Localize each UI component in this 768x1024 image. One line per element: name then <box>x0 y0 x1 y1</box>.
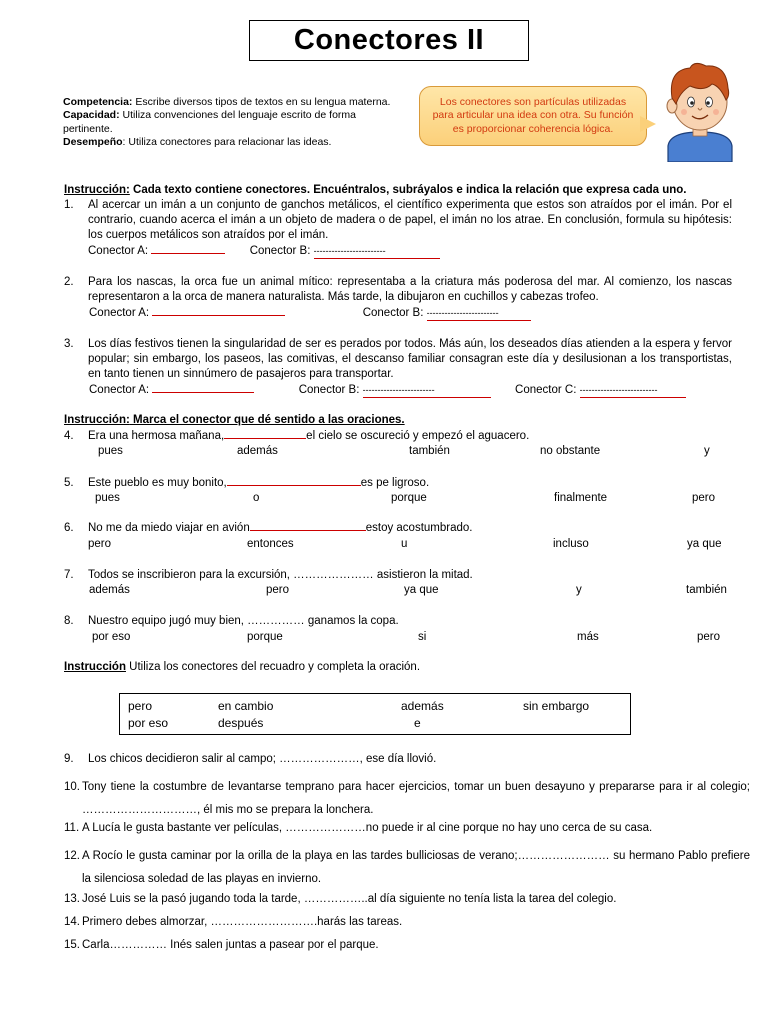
option[interactable]: ya que <box>687 538 722 550</box>
capacidad-text: Utiliza convenciones del lenguaje escrito de forma pertinente. <box>63 109 356 135</box>
option[interactable]: también <box>686 584 727 596</box>
item-number: 15. <box>64 939 80 951</box>
connector-b-label: Conector B: <box>298 384 360 396</box>
option[interactable]: por eso <box>92 631 131 643</box>
sentence-end: ganamos la copa. <box>304 615 399 627</box>
desempeno-text: : Utiliza conectores para relacionar las ideas. <box>122 136 332 149</box>
item-number: 6. <box>64 522 74 534</box>
option[interactable]: pero <box>266 584 290 596</box>
list-item-9 <box>64 752 750 767</box>
options-row-6 <box>0 537 768 553</box>
item-text: Al acercar un imán a un conjunto de ganchos metálicos, el científico experimenta que estos son atraídos por el imán. Por el contrario, cuando acerca el imán a un objeto de madera o de papel, el imán no los atrae. En conclusión, formula su hipótesis: los cuerpos metálicos son atraídos por el imán. <box>88 199 732 242</box>
box-word: por eso <box>128 716 169 730</box>
list-item-2 <box>64 275 732 305</box>
connector-row-1 <box>88 244 440 259</box>
list-item-15 <box>64 938 750 953</box>
section1-text: Cada texto contiene conectores. Encuéntralos, subráyalos e indica la relación que expresa cada uno. <box>129 184 687 196</box>
item-text: Los chicos decidieron salir al campo; …………………, ese día llovió. <box>88 753 437 765</box>
sentence-end: estoy acostumbrado. <box>365 522 473 534</box>
item-number: 8. <box>64 615 74 627</box>
connector-b-blank[interactable]: ------------------------ <box>314 246 440 259</box>
options-row-8 <box>0 630 768 646</box>
section1-instruction <box>64 183 744 198</box>
item-number: 14. <box>64 916 80 928</box>
item-number: 12. <box>64 850 80 862</box>
connector-row-3 <box>89 383 686 398</box>
competencies-block <box>63 96 398 150</box>
connector-b-blank[interactable]: ------------------------ <box>427 308 531 321</box>
section3-instruction <box>64 660 744 675</box>
section2-instruction <box>64 413 744 428</box>
item-number: 5. <box>64 477 74 489</box>
answer-blank[interactable] <box>250 530 366 531</box>
item-text: Carla…………… Inés salen juntas a pasear por el parque. <box>82 939 379 951</box>
option[interactable]: finalmente <box>554 492 608 504</box>
connector-a-blank[interactable] <box>152 315 285 316</box>
connector-a-blank[interactable] <box>152 392 254 393</box>
item-number: 4. <box>64 430 74 442</box>
item-number: 1. <box>64 199 74 211</box>
sentence-start: Este pueblo es muy bonito, <box>88 477 227 489</box>
option[interactable]: pero <box>692 492 716 504</box>
item-number: 2. <box>64 276 74 288</box>
option[interactable]: u <box>401 538 408 550</box>
options-row-5 <box>0 491 768 507</box>
box-word: pero <box>128 699 153 713</box>
list-item-14 <box>64 915 750 930</box>
option[interactable]: no obstante <box>540 445 601 457</box>
option[interactable]: porque <box>247 631 283 643</box>
answer-blank[interactable] <box>227 485 361 486</box>
connector-b-blank[interactable]: ------------------------ <box>363 385 491 398</box>
list-item-13 <box>64 892 750 907</box>
box-word: e <box>414 716 421 730</box>
option[interactable]: incluso <box>553 538 589 550</box>
list-item-10 <box>64 776 750 822</box>
section2-label: Instrucción: <box>64 414 130 426</box>
list-item-12 <box>64 845 750 891</box>
sentence-end: asistieron la mitad. <box>373 569 473 581</box>
list-item-1 <box>64 198 732 244</box>
options-row-4 <box>0 444 768 460</box>
connector-a-label: Conector A: <box>89 307 150 319</box>
competencia-label: Competencia: <box>63 96 133 108</box>
item-text: A Rocío le gusta caminar por la orilla de la playa en las tardes bulliciosas de verano;…………………… su hermano Pablo prefiere la silenciosa soledad de las playas en invierno. <box>82 850 750 885</box>
option[interactable]: entonces <box>247 538 294 550</box>
desempeno-label: Desempeño <box>63 136 123 149</box>
list-item-3 <box>64 337 732 383</box>
section2-text: Marca el conector que dé sentido a las oraciones. <box>129 414 405 426</box>
sentence-start: Era una hermosa mañana, <box>88 430 225 442</box>
page-title: Conectores II <box>249 20 529 61</box>
item-number: 11. <box>64 822 80 834</box>
list-item-11 <box>64 821 750 836</box>
connector-c-blank[interactable]: -------------------------- <box>580 385 686 398</box>
bubble-tail <box>640 116 656 132</box>
list-item-5 <box>64 476 429 491</box>
connector-b-label: Conector B: <box>362 307 424 319</box>
item-number: 10. <box>64 781 80 793</box>
option[interactable]: pero <box>88 538 112 550</box>
box-word: en cambio <box>218 699 274 713</box>
connector-b-label: Conector B: <box>249 245 311 257</box>
sentence-end: el cielo se oscureció y empezó el aguacero. <box>306 430 530 442</box>
option[interactable]: porque <box>391 492 427 504</box>
item-text: Los días festivos tienen la singularidad de ser es perados por todos. Más aún, los deseados días atienden a la espera y fervor popular; sin embargo, los paseos, las comitivas, el descanso familiar consagran este día y desilusionan a los transportistas, en tanto tienen un sinnúmero de pasajeros para transportar. <box>88 338 732 381</box>
sentence-start: Nuestro equipo jugó muy bien, …………… <box>88 615 305 627</box>
capacidad-label: Capacidad: <box>63 109 120 122</box>
item-text: A Lucía le gusta bastante ver películas, …………………no puede ir al cine porque no hay uno cerca de su casa. <box>82 822 653 834</box>
item-number: 9. <box>64 753 74 765</box>
option[interactable]: si <box>418 631 427 643</box>
option[interactable]: más <box>577 631 599 643</box>
item-text: José Luis se la pasó jugando toda la tarde, ……………..al día siguiente no tenía lista la tarea del colegio. <box>82 893 617 905</box>
box-word: además <box>401 699 444 713</box>
list-item-6 <box>64 521 473 536</box>
section1-label: Instrucción: <box>64 184 130 196</box>
connector-c-label: Conector C: <box>515 384 577 396</box>
item-text: Tony tiene la costumbre de levantarse temprano para hacer ejercicios, tomar un buen desayuno y prepararse para ir al colegio; …………………………, él mis mo se prepara la lonchera. <box>82 781 750 816</box>
option[interactable]: además <box>237 445 278 457</box>
item-text: Para los nascas, la orca fue un animal mítico: representaba a la criatura más poderosa del mar. Al comienzo, los nascas representaron a la orca de manera naturalista. Más tarde, la dibujaron en cuchillos y cabezas trofeo. <box>88 276 732 304</box>
item-number: 3. <box>64 338 74 350</box>
connector-a-blank[interactable] <box>151 253 225 254</box>
option[interactable]: y <box>576 584 582 596</box>
sentence-end: es pe ligroso. <box>360 477 430 489</box>
option[interactable]: pues <box>98 445 123 457</box>
boy-illustration-icon <box>660 58 740 162</box>
definition-bubble: Los conectores son partículas utilizadas para articular una idea con otra. Su función es proporcionar coherencia lógica. <box>419 86 647 146</box>
box-word: sin embargo <box>523 699 590 713</box>
sentence-start: Todos se inscribieron para la excursión, ………………… <box>88 569 374 581</box>
section3-label: Instrucción <box>64 661 126 673</box>
answer-blank[interactable] <box>224 438 306 439</box>
competencia-text: Escribe diversos tipos de textos en su lengua materna. <box>132 96 391 108</box>
list-item-7 <box>64 568 473 583</box>
option[interactable]: pues <box>95 492 120 504</box>
option[interactable]: además <box>89 584 130 596</box>
section3-text: Utiliza los conectores del recuadro y completa la oración. <box>125 661 421 673</box>
option[interactable]: y <box>704 445 710 457</box>
list-item-8 <box>64 614 399 629</box>
connector-a-label: Conector A: <box>89 384 150 396</box>
option[interactable]: también <box>409 445 450 457</box>
option[interactable]: o <box>253 492 260 504</box>
connector-row-2 <box>89 306 531 321</box>
connector-word-box <box>119 693 631 735</box>
sentence-start: No me da miedo viajar en avión <box>88 522 250 534</box>
list-item-4 <box>64 429 529 444</box>
item-number: 7. <box>64 569 74 581</box>
options-row-7 <box>0 583 768 599</box>
item-number: 13. <box>64 893 80 905</box>
option[interactable]: pero <box>697 631 721 643</box>
box-word: después <box>218 716 264 730</box>
option[interactable]: ya que <box>404 584 439 596</box>
connector-a-label: Conector A: <box>88 245 149 257</box>
item-text: Primero debes almorzar, ……………………….harás las tareas. <box>82 916 403 928</box>
